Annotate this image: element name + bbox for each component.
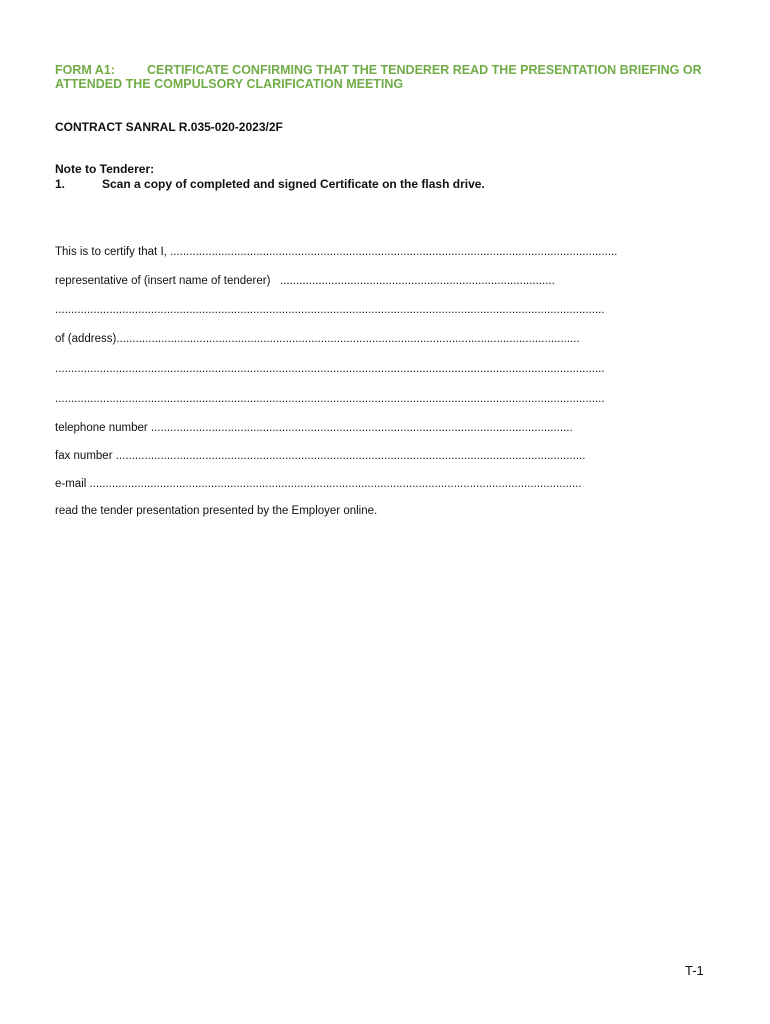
certify-dots[interactable]: ............................................................................................................................................ [170,246,618,258]
fax-line[interactable] [55,449,641,463]
form-title: CERTIFICATE CONFIRMING THAT THE TENDERER READ THE PRESENTATION BRIEFING OR ATTENDED THE COMPULSORY CLARIFICATION MEETING [55,63,702,91]
telephone-dots[interactable]: .................................................................................................................................... [150,422,573,434]
address-line[interactable] [55,332,641,346]
address-dots[interactable]: ................................................................................................................................................. [116,333,580,345]
email-dots[interactable]: .......................................................................................................................................................... [89,478,582,490]
address-continuation-line-2[interactable] [55,392,641,406]
representative-label: representative of (insert name of tenderer) [55,275,280,287]
note-item [55,177,485,191]
telephone-line[interactable] [55,421,641,435]
certify-line[interactable] [55,245,641,259]
fax-label: fax number [55,450,116,462]
address-continuation-line-1[interactable] [55,362,641,376]
page-number: T-1 [685,963,704,978]
email-label: e-mail [55,478,90,490]
note-item-text: Scan a copy of completed and signed Certificate on the flash drive. [102,177,485,191]
tenderer-continuation-dots[interactable]: ............................................................................................................................................................................ [55,304,605,316]
form-id: FORM A1: [55,63,115,77]
address-continuation-dots-2[interactable]: ............................................................................................................................................................................ [55,393,605,405]
address-continuation-dots-1[interactable]: ............................................................................................................................................................................ [55,363,605,375]
form-heading [55,63,725,91]
fax-dots[interactable]: ................................................................................................................................................... [115,450,586,462]
contract-number: CONTRACT SANRAL R.035-020-2023/2F [55,120,283,134]
certify-label: This is to certify that I, [55,246,171,258]
representative-dots[interactable]: ...................................................................................... [280,275,555,287]
tenderer-continuation-line[interactable] [55,303,641,317]
address-label: of (address) [55,333,117,345]
note-item-number: 1. [55,177,66,191]
representative-line[interactable] [55,274,641,288]
note-title: Note to Tenderer: [55,162,155,176]
email-line[interactable] [55,477,641,491]
telephone-label: telephone number [55,422,151,434]
closing-statement: read the tender presentation presented by the Employer online. [55,505,378,517]
